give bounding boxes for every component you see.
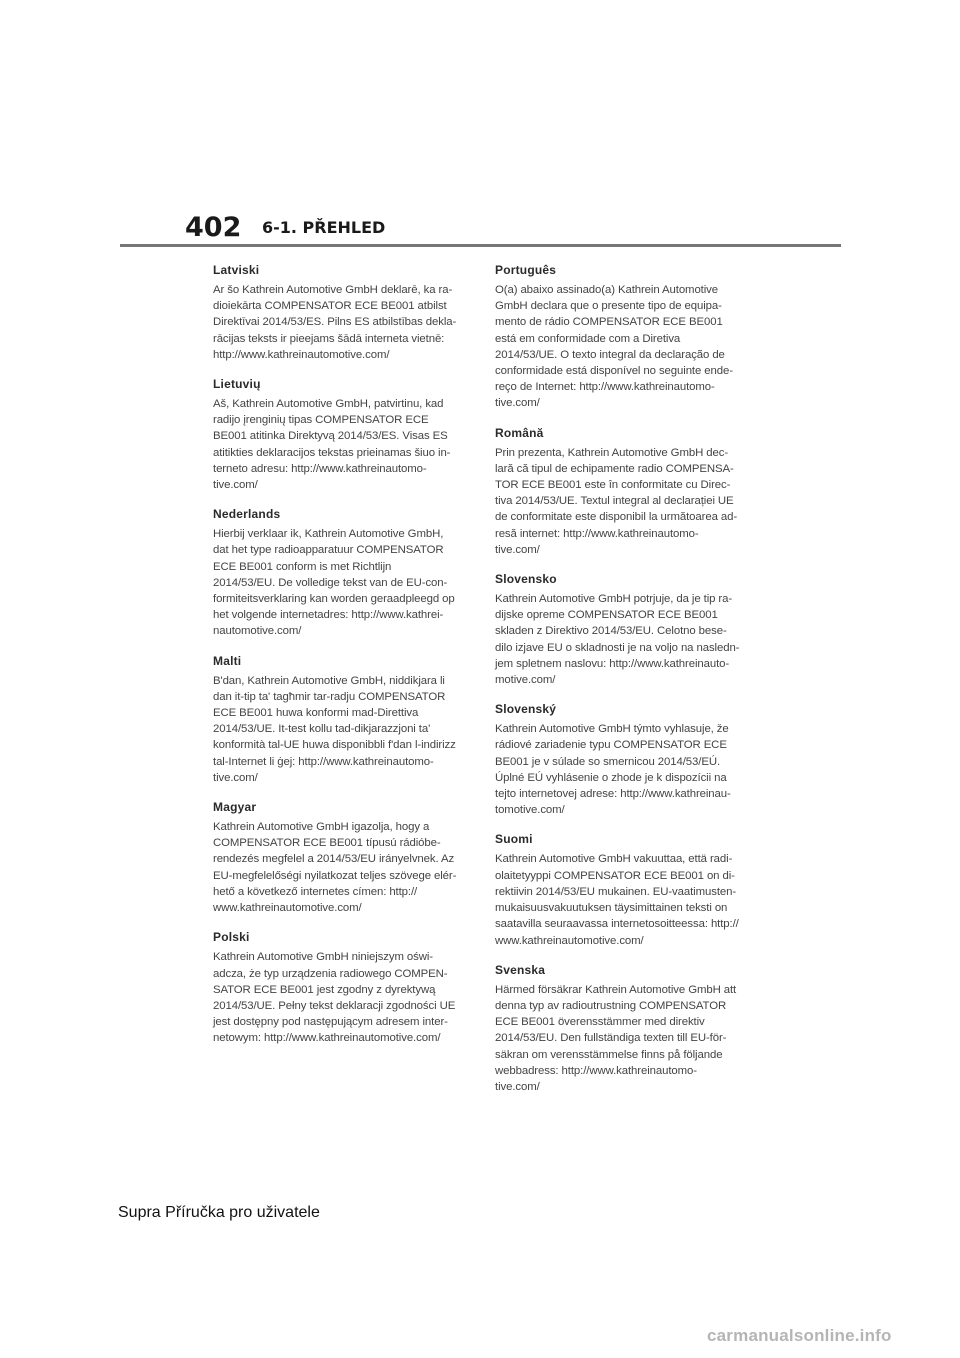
lang-heading: Latviski: [213, 263, 260, 277]
lang-heading: Svenska: [495, 962, 546, 977]
lang-block-polski: [213, 929, 463, 1046]
lang-heading: Nederlands: [213, 507, 281, 522]
lang-block-portugues: [495, 262, 745, 412]
lang-block-magyar: [213, 799, 463, 916]
lang-block-nederlands: [213, 506, 463, 639]
lang-text: Härmed försäkrar Kathrein Automotive GmbH att denna typ av radioutrustning COMPENSATOR ECE BE001 överensstämmer med direktiv 2014/53/EU. Den fullständiga texten till EU-för- säkran om verensstämmelse finns på följande webbadress: http://www.kathreinautomo- tive.com/: [495, 983, 737, 1093]
lang-text: Kathrein Automotive GmbH niniejszym oświ- adcza, że typ urządzenia radiowego COMPEN- SATOR ECE BE001 jest zgodny z dyrektywą 2014/53/UE. Pełny tekst deklaracji zgodności UE jest dostępny pod następującym adresem inter- netowym: http://www.kathreinautomotive.com/: [213, 951, 456, 1045]
lang-heading: Română: [495, 425, 544, 440]
lang-text: Kathrein Automotive GmbH igazolja, hogy a COMPENSATOR ECE BE001 típusú rádióbe- rendezés megfelel a 2014/53/EU irányelvnek. Az EU-megfelelőségi nyilatkozat teljes szövege elér- hető a következő internetes címen: http:// www.kathreinautomotive.com/: [213, 821, 457, 915]
lang-block-malti: [213, 653, 463, 786]
page-number: 402: [185, 212, 242, 243]
footer-title: Supra Příručka pro uživatele: [118, 1204, 320, 1221]
lang-block-lietuviu: [213, 376, 463, 493]
lang-text: Ar šo Kathrein Automotive GmbH deklarē, ka ra- dioiekārta COMPENSATOR ECE BE001 atbilst Direktīvai 2014/53/ES. Pilns ES atbilstības dekla- rācijas teksts ir pieejams šādā interneta vietnē: http://www.kathreinautomotive.com/: [213, 284, 457, 361]
lang-text: Hierbij verklaar ik, Kathrein Automotive GmbH, dat het type radioapparatuur COMPENSATOR ECE BE001 conform is met Richtlijn 2014/53/EU. De volledige tekst van de EU-con- formiteitsverklaring kan worden geraadpleegd op het volgende internetadres: http://www.kathrei- nautomotive.com/: [213, 528, 455, 638]
lang-block-slovensky: [495, 701, 745, 818]
lang-text: Kathrein Automotive GmbH potrjuje, da je tip ra- dijske opreme COMPENSATOR ECE BE001 skladen z Direktivo 2014/53/EU. Celotno bese- dilo izjave EU o skladnosti je na voljo na nasledn- jem spletnem naslovu: http://www.kathreinauto- motive.com/: [495, 593, 740, 687]
lang-block-romana: [495, 425, 745, 558]
lang-text: B'dan, Kathrein Automotive GmbH, niddikjara li dan it-tip ta' tagħmir tar-radju COMPENSATOR ECE BE001 huwa konformi mad-Direttiva 2014/53/UE. It-test kollu tad-dikjarazzjoni ta' konformità tal-UE huwa disponibbli f'dan l-indirizz tal-Internet li ġej: http://www.kathreinautomo- tive.com/: [213, 674, 456, 784]
lang-text: O(a) abaixo assinado(a) Kathrein Automotive GmbH declara que o presente tipo de equipa- mento de rádio COMPENSATOR ECE BE001 está em conformidade com a Diretiva 2014/53/UE. O texto integral da declaração de conformidade está disponível no seguinte ende- reço de Internet: http://www.kathreinautomo- tive.com/: [495, 284, 733, 410]
lang-heading: Magyar: [213, 800, 257, 815]
lang-heading: Português: [495, 263, 557, 277]
right-column: [495, 262, 745, 1108]
lang-heading: Lietuvių: [213, 377, 261, 392]
lang-text: Prin prezenta, Kathrein Automotive GmbH dec- lară că tipul de echipamente radio COMPENSA- TOR ECE BE001 este în conformitate cu Direc- tiva 2014/53/UE. Textul integral al declarației UE de conformitate este disponibil la următoarea ad- resă internet: http://www.kathreinautomo- tive.com/: [495, 446, 738, 556]
lang-heading: Malti: [213, 653, 242, 668]
lang-heading: Slovensko: [495, 572, 557, 587]
lang-block-latviski: [213, 262, 463, 363]
lang-heading: Suomi: [495, 832, 533, 847]
lang-block-svenska: [495, 962, 745, 1095]
lang-heading: Polski: [213, 930, 250, 945]
left-column: [213, 262, 463, 1060]
watermark[interactable]: carmanualsonline.info: [707, 1326, 892, 1345]
lang-heading: Slovenský: [495, 702, 557, 717]
lang-text: Kathrein Automotive GmbH vakuuttaa, että radi- olaitetyyppi COMPENSATOR ECE BE001 on di- rektiivin 2014/53/EU mukainen. EU-vaatimusten- mukaisuusvakuutuksen täysimittainen teksti on saatavilla seuraavassa internetosoitteessa: http:// www.kathreinautomotive.com/: [495, 853, 739, 947]
lang-text: Aš, Kathrein Automotive GmbH, patvirtinu, kad radijo įrenginių tipas COMPENSATOR ECE BE001 atitinka Direktyvą 2014/53/ES. Visas ES atitikties deklaracijos tekstas prieinamas šiuo in- terneto adresu: http://www.kathreinautomo- tive.com/: [213, 398, 451, 492]
lang-block-slovensko: [495, 571, 745, 688]
lang-text: Kathrein Automotive GmbH týmto vyhlasuje, že rádiové zariadenie typu COMPENSATOR ECE BE001 je v súlade so smernicou 2014/53/EÚ. Úplné EÚ vyhlásenie o zhode je k dispozícii na tejto internetovej adrese: http://www.kathreinau- tomotive.com/: [495, 723, 731, 817]
lang-block-suomi: [495, 831, 745, 948]
section-title: 6-1. PŘEHLED: [262, 218, 386, 237]
header-rule: [120, 244, 841, 247]
